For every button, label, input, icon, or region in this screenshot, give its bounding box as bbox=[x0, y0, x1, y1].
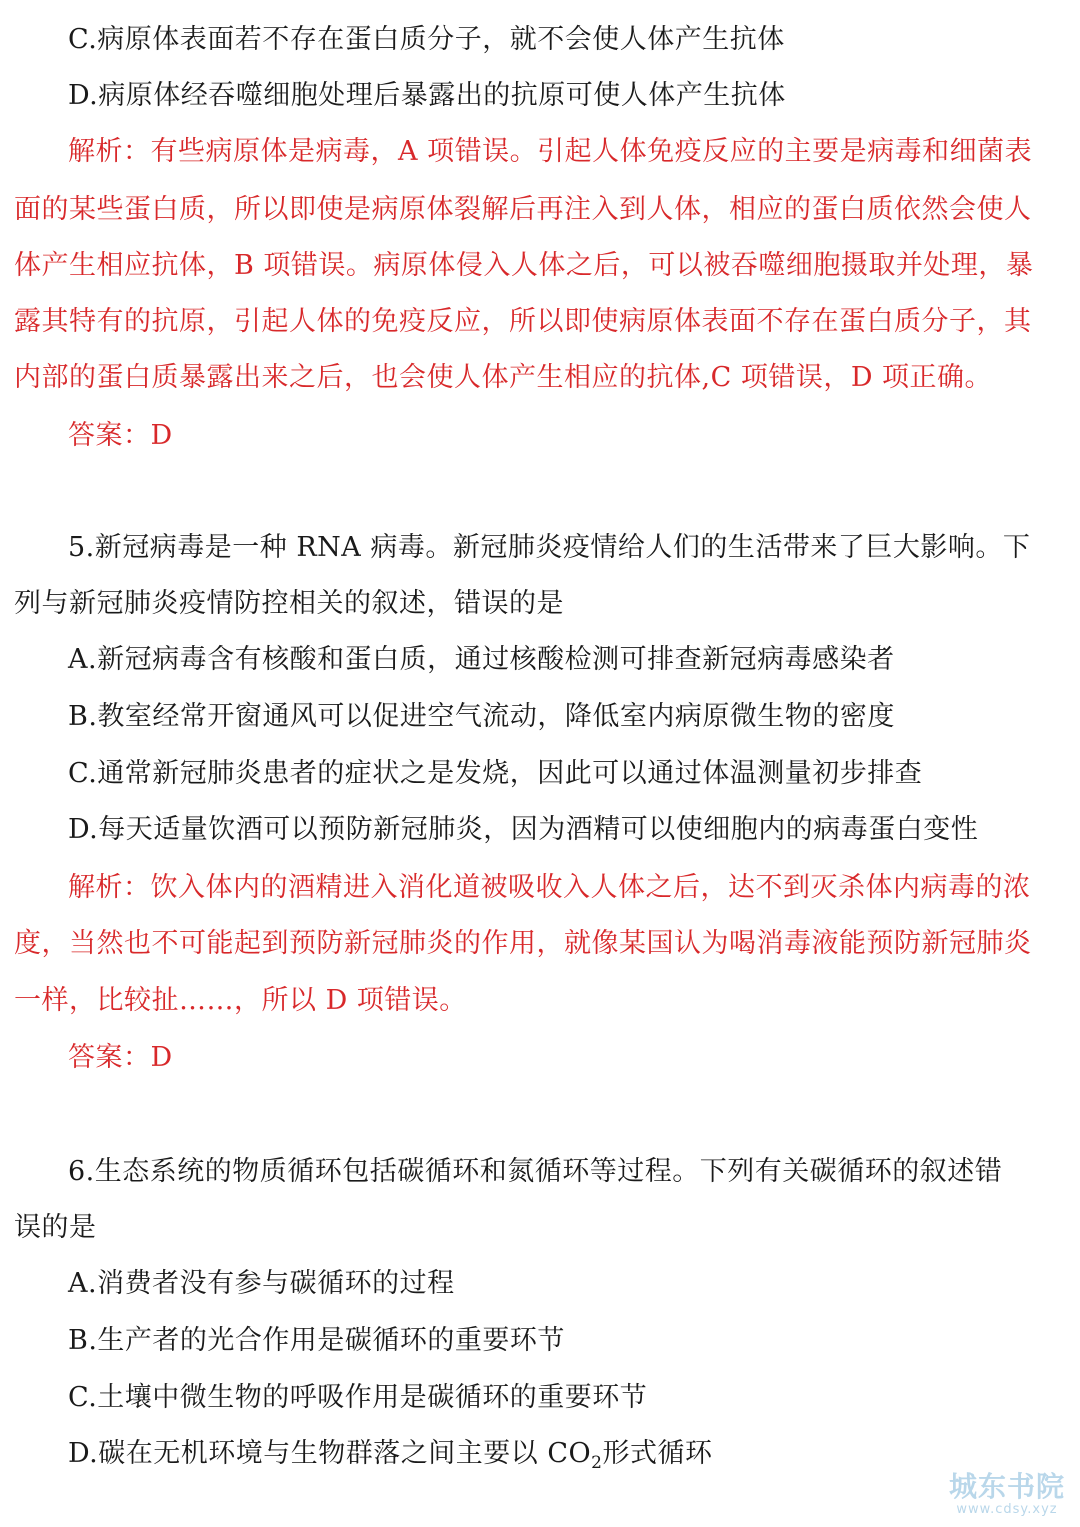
site-watermark bbox=[942, 1471, 1072, 1521]
q6-stem-line: 误的是 bbox=[14, 1212, 97, 1243]
q5-stem-line: 列与新冠肺炎疫情防控相关的叙述，错误的是 bbox=[14, 588, 564, 619]
q5-analysis-line: 解析：饮入体内的酒精进入消化道被吸收入人体之后，达不到灭杀体内病毒的浓 bbox=[68, 872, 1031, 903]
q5-option-d: D.每天适量饮酒可以预防新冠肺炎，因为酒精可以使细胞内的病毒蛋白变性 bbox=[68, 814, 979, 845]
q6-option-d-text-end: 形式循环 bbox=[602, 1438, 713, 1469]
q5-stem-line: 5.新冠病毒是一种 RNA 病毒。新冠肺炎疫情给人们的生活带来了巨大影响。下 bbox=[68, 532, 1031, 563]
q6-option-b: B.生产者的光合作用是碳循环的重要环节 bbox=[68, 1325, 565, 1356]
q4-analysis-line: 体产生相应抗体，B 项错误。病原体侵入人体之后，可以被吞噬细胞摄取并处理，暴 bbox=[14, 250, 1034, 281]
q5-answer: 答案：D bbox=[68, 1042, 173, 1073]
watermark-url: www.cdsy.xyz bbox=[956, 1502, 1058, 1517]
q5-option-a: A.新冠病毒含有核酸和蛋白质，通过核酸检测可排查新冠病毒感染者 bbox=[68, 644, 895, 675]
q4-analysis-line: 面的某些蛋白质，所以即使是病原体裂解后再注入到人体，相应的蛋白质依然会使人 bbox=[14, 194, 1032, 225]
q6-option-d bbox=[68, 1434, 1070, 1483]
q5-option-b: B.教室经常开窗通风可以促进空气流动，降低室内病原微生物的密度 bbox=[68, 701, 895, 732]
q4-analysis-line: 解析：有些病原体是病毒，A 项错误。引起人体免疫反应的主要是病毒和细菌表 bbox=[68, 136, 1033, 167]
q6-option-a: A.消费者没有参与碳循环的过程 bbox=[68, 1268, 455, 1299]
q4-option-d: D.病原体经吞噬细胞处理后暴露出的抗原可使人体产生抗体 bbox=[68, 80, 786, 111]
q4-answer: 答案：D bbox=[68, 420, 173, 451]
q4-analysis-line: 内部的蛋白质暴露出来之后，也会使人体产生相应的抗体,C 项错误，D 项正确。 bbox=[14, 362, 993, 393]
co2-subscript: 2 bbox=[591, 1453, 603, 1473]
q4-option-c: C.病原体表面若不存在蛋白质分子，就不会使人体产生抗体 bbox=[68, 24, 785, 55]
q5-analysis-line: 一样，比较扯……，所以 D 项错误。 bbox=[14, 985, 467, 1016]
q5-option-c: C.通常新冠肺炎患者的症状之是发烧，因此可以通过体温测量初步排查 bbox=[68, 758, 923, 789]
q6-stem-line: 6.生态系统的物质循环包括碳循环和氮循环等过程。下列有关碳循环的叙述错 bbox=[68, 1156, 1003, 1187]
watermark-site-name: 城东书院 bbox=[948, 1470, 1065, 1503]
q5-analysis-line: 度，当然也不可能起到预防新冠肺炎的作用，就像某国认为喝消毒液能预防新冠肺炎 bbox=[14, 928, 1032, 959]
q6-option-d-text: D.碳在无机环境与生物群落之间主要以 CO bbox=[68, 1438, 592, 1469]
q6-option-c: C.土壤中微生物的呼吸作用是碳循环的重要环节 bbox=[68, 1382, 648, 1413]
q4-analysis-line: 露其特有的抗原，引起人体的免疫反应，所以即使病原体表面不存在蛋白质分子，其 bbox=[14, 306, 1032, 337]
